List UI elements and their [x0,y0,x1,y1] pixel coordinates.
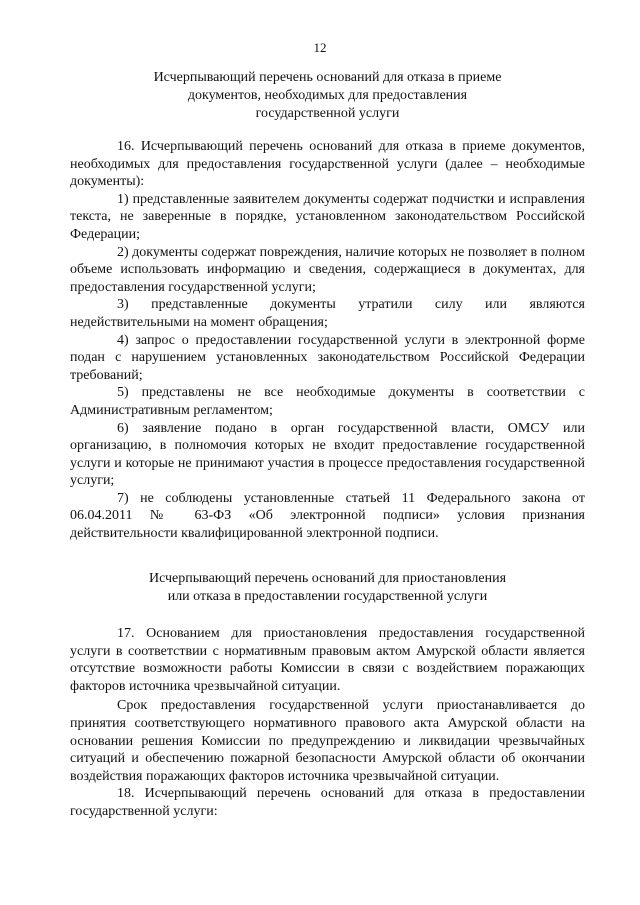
heading-line: или отказа в предоставлении государственной услуги [167,589,488,604]
list-item-2: 2) документы содержат повреждения, наличие которых не позволяет в полном объеме использовать информацию и сведения, содержащиеся в документах, для предоставления государственной услуги; [70,244,585,295]
section-heading-document-refusal [70,69,585,123]
section-body-document-refusal [70,138,585,543]
list-item-7: 7) не соблюдены установленные статьей 11 Федерального закона от 06.04.2011 № 63-ФЗ «Об электронной подписи» условия признания действительности квалифицированной электронной подписи. [70,490,585,542]
heading-line: государственной услуги [255,106,400,121]
page-number: 12 [313,40,327,55]
heading-line: документов, необходимых для предоставления [187,88,468,103]
section-body-suspension-refusal [70,625,585,821]
list-item-3: 3) представленные документы утратили силу или являются недействительными на момент обращения; [70,297,585,330]
paragraph-suspension-term: Срок предоставления государственной услуги приостанавливается до принятия соответствующего нормативного правового акта Амурской области на основании решения Комиссии по предупреждению и ликвидации чрезвычайных ситуаций и обеспечению пожарной безопасности Амурской области об окончании воздействия поражающих факторов источника чрезвычайной ситуации. [70,698,585,784]
paragraph-18: 18. Исчерпывающий перечень оснований для отказа в предоставлении государственной услуги: [70,786,585,819]
list-item-4: 4) запрос о предоставлении государственной услуги в электронной форме подан с нарушением установленных законодательством Российской Федерации требований; [70,332,585,383]
paragraph-16: 16. Исчерпывающий перечень оснований для отказа в приеме документов, необходимых для предоставления государственной услуги (далее – необходимые документы): [70,139,585,190]
list-item-6: 6) заявление подано в орган государственной власти, ОМСУ или организацию, в полномочия которых не входит предоставление государственной услуги и которые не принимают участия в процессе предоставления государственной услуги; [70,420,585,489]
list-item-5: 5) представлены не все необходимые документы в соответствии с Административным регламентом; [70,385,585,418]
paragraph-17: 17. Основанием для приостановления предоставления государственной услуги в соответствии с нормативным правовым актом Амурской области является отсутствие возможности работы Комиссии в связи с воздействием поражающих факторов источника чрезвычайной ситуации. [70,626,585,694]
list-item-1: 1) представленные заявителем документы содержат подчистки и исправления текста, не заверенные в порядке, установленном законодательством Российской Федерации; [70,191,585,242]
section-heading-suspension-refusal [70,570,585,606]
heading-line: Исчерпывающий перечень оснований для приостановления [148,571,507,586]
heading-line: Исчерпывающий перечень оснований для отказа в приеме [153,70,502,85]
